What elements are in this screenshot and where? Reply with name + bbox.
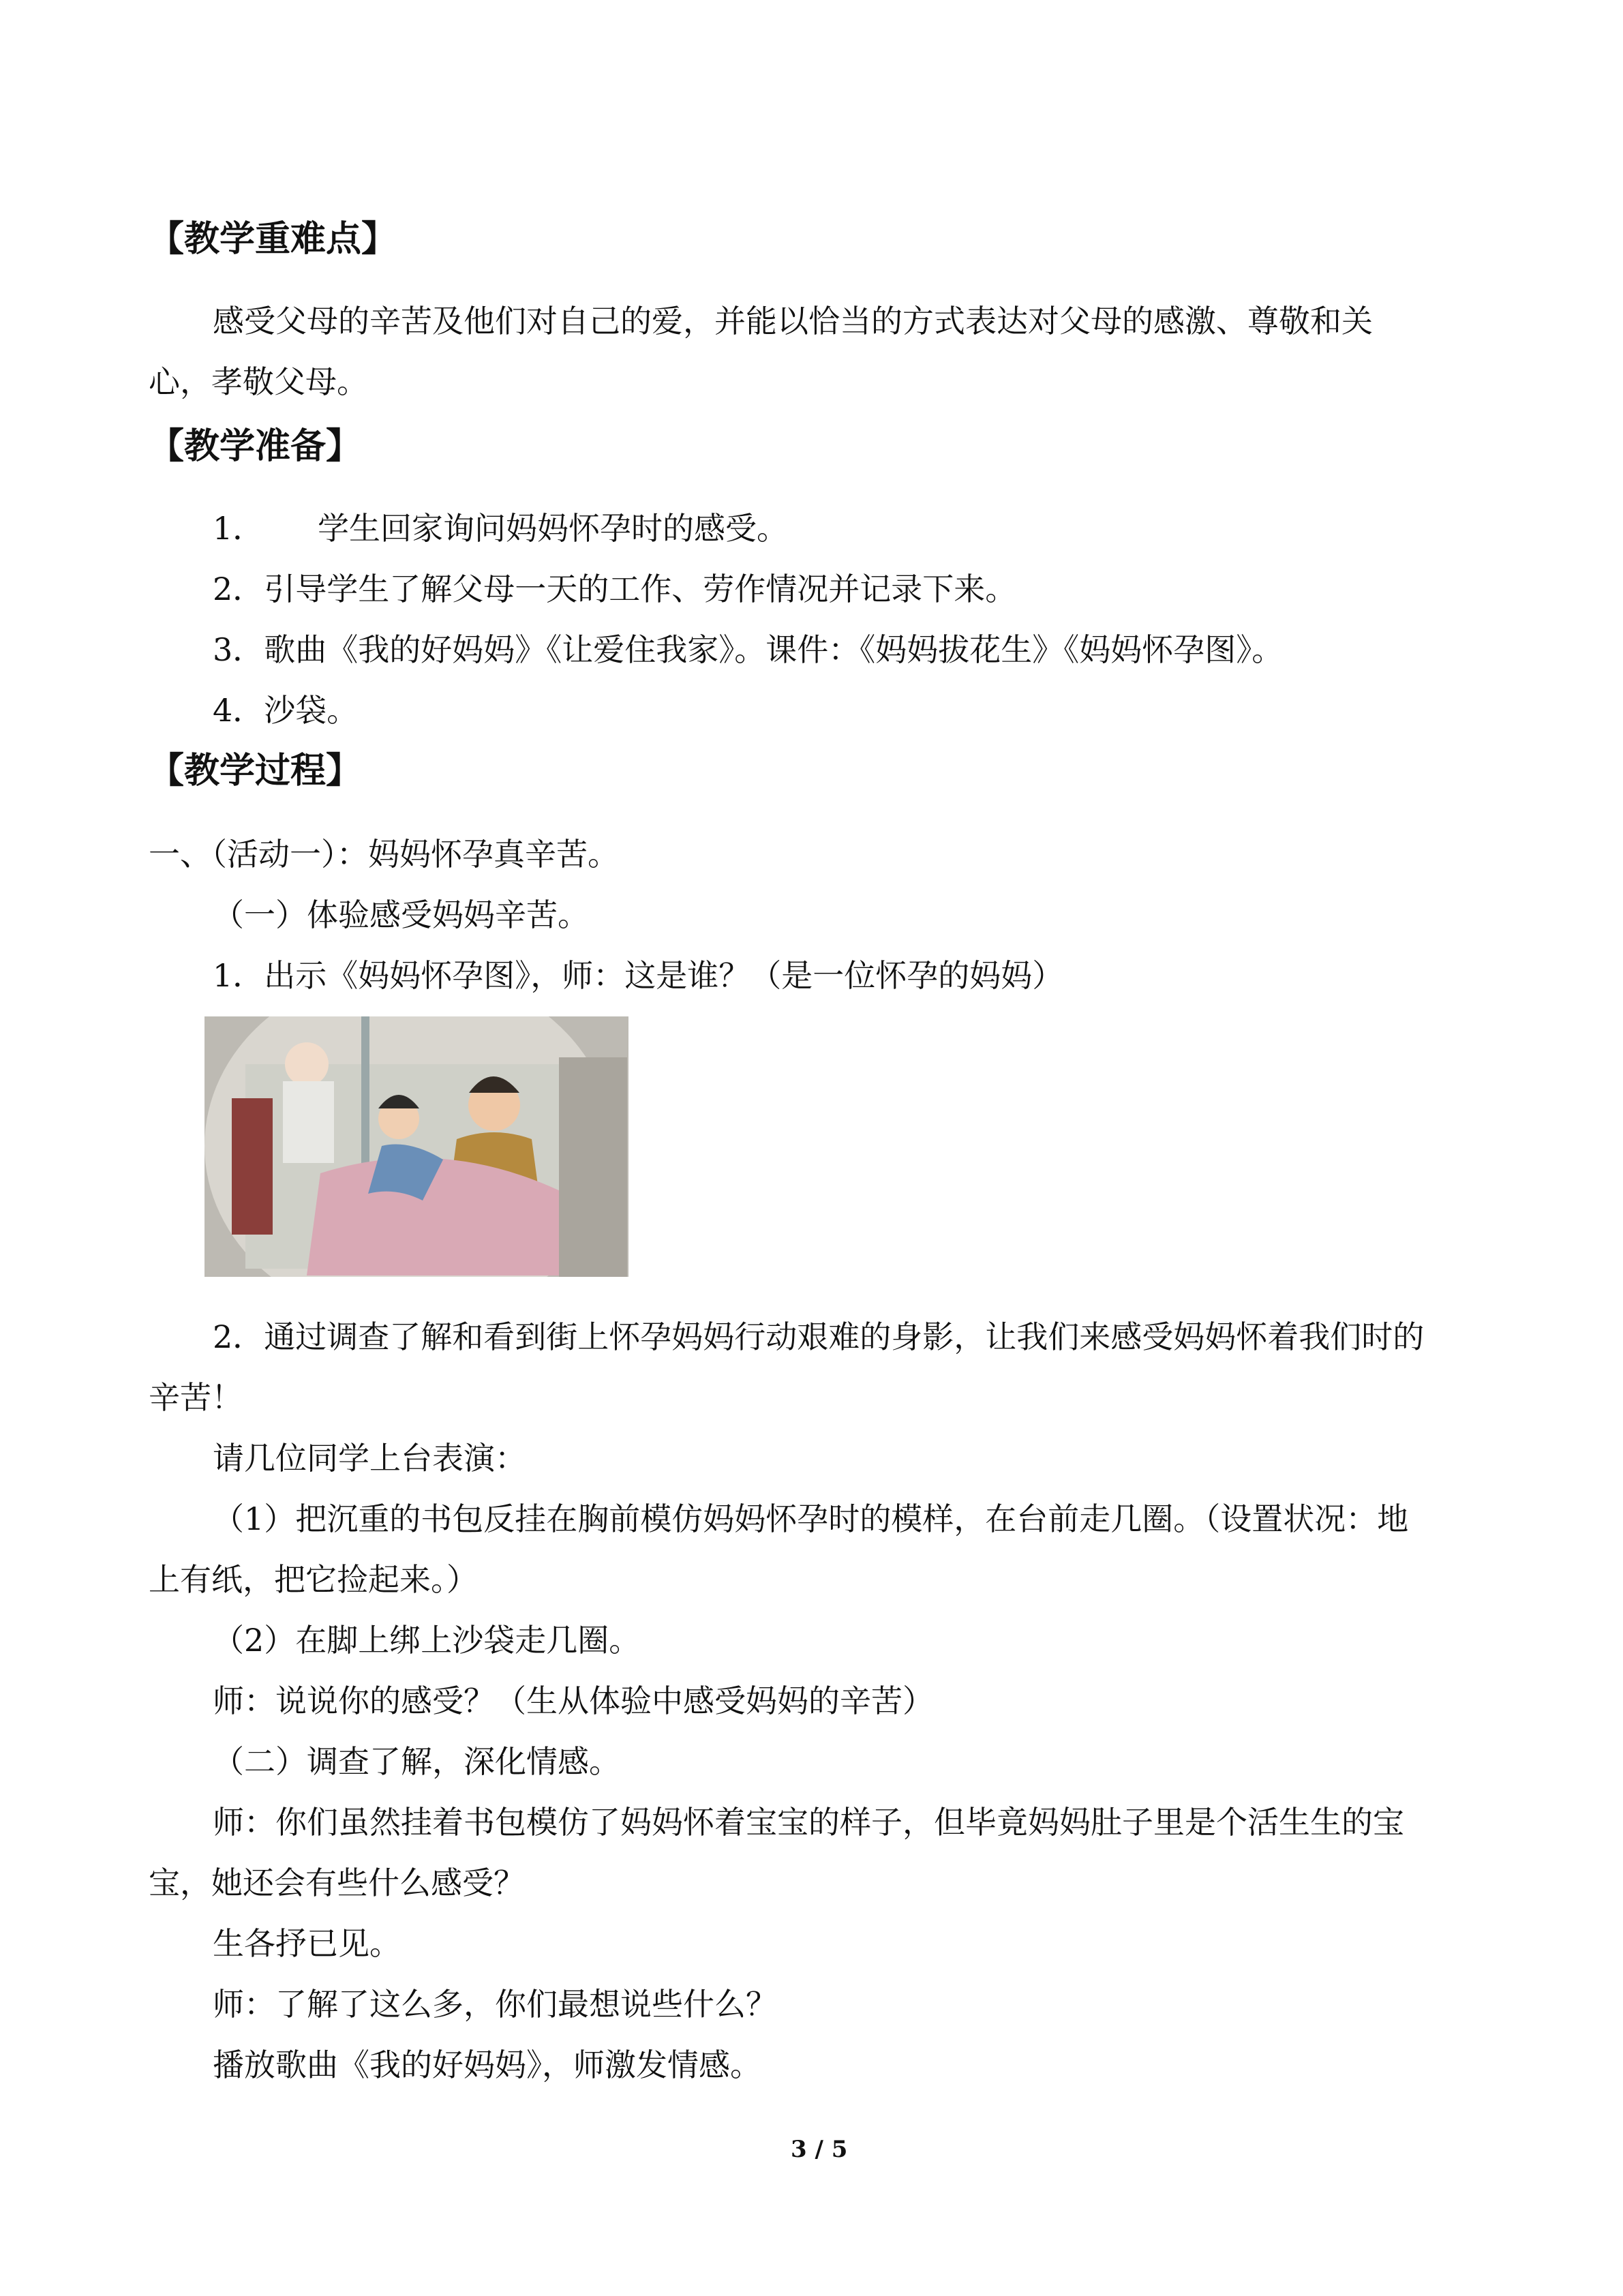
- list-item-text: 引导学生了解父母一天的工作、劳作情况并记录下来。: [264, 571, 1017, 607]
- list-item-text: 学生回家询问妈妈怀孕时的感受。: [318, 510, 788, 547]
- list-item-number: 1．: [213, 510, 264, 547]
- pregnant-mother-illustration: [204, 1016, 628, 1277]
- paragraph-line: 一、（活动一）：妈妈怀孕真辛苦。: [149, 836, 619, 873]
- paragraph-line: 师：了解了这么多，你们最想说些什么？: [213, 1986, 777, 2023]
- paragraph-line: 上有纸，把它捡起来。）: [149, 1561, 478, 1598]
- list-item: [213, 569, 1016, 609]
- list-item: [213, 508, 788, 549]
- paragraph-line: 生各抒已见。: [213, 1925, 401, 1962]
- list-item-text: 歌曲《我的好妈妈》《让爱住我家》。课件：《妈妈拔花生》《妈妈怀孕图》。: [264, 631, 1284, 668]
- list-item-number: 4．: [213, 692, 264, 729]
- paragraph-line: （一）体验感受妈妈辛苦。: [213, 896, 589, 933]
- paragraph-line: 师：你们虽然挂着书包模仿了妈妈怀着宝宝的样子，但毕竟妈妈肚子里是个活生生的宝: [213, 1804, 1404, 1841]
- paragraph-line: 心，孝敬父母。: [149, 363, 368, 400]
- paragraph-line: 辛苦！: [149, 1379, 243, 1416]
- heading-preparation: 【教学准备】: [149, 426, 362, 467]
- heading-key-points: 【教学重难点】: [149, 219, 397, 260]
- list-item: [213, 629, 1283, 670]
- paragraph-line: （二）调查了解，深化情感。: [213, 1743, 620, 1780]
- paragraph-line: 播放歌曲《我的好妈妈》，师激发情感。: [213, 2046, 761, 2083]
- heading-process: 【教学过程】: [149, 751, 362, 791]
- list-item: [213, 690, 358, 731]
- paragraph-line: 宝，她还会有些什么感受？: [149, 1864, 525, 1901]
- list-item-number: 3．: [213, 631, 264, 668]
- list-item-number: 2．: [213, 571, 264, 607]
- paragraph-line: 1．出示《妈妈怀孕图》，师：这是谁？（是一位怀孕的妈妈）: [213, 957, 1064, 994]
- paragraph-line: 感受父母的辛苦及他们对自己的爱，并能以恰当的方式表达对父母的感激、尊敬和关: [213, 303, 1373, 339]
- paragraph-line: 2．通过调查了解和看到街上怀孕妈妈行动艰难的身影，让我们来感受妈妈怀着我们时的: [213, 1318, 1425, 1355]
- paragraph-line: 师：说说你的感受？（生从体验中感受妈妈的辛苦）: [213, 1682, 934, 1719]
- page-number: 3 / 5: [791, 2136, 848, 2163]
- paragraph-line: （1）把沉重的书包反挂在胸前模仿妈妈怀孕时的模样，在台前走几圈。（设置状况：地: [213, 1500, 1409, 1537]
- paragraph-line: （2）在脚上绑上沙袋走几圈。: [213, 1622, 641, 1659]
- paragraph-line: 请几位同学上台表演：: [213, 1440, 526, 1477]
- list-item-text: 沙袋。: [264, 692, 359, 729]
